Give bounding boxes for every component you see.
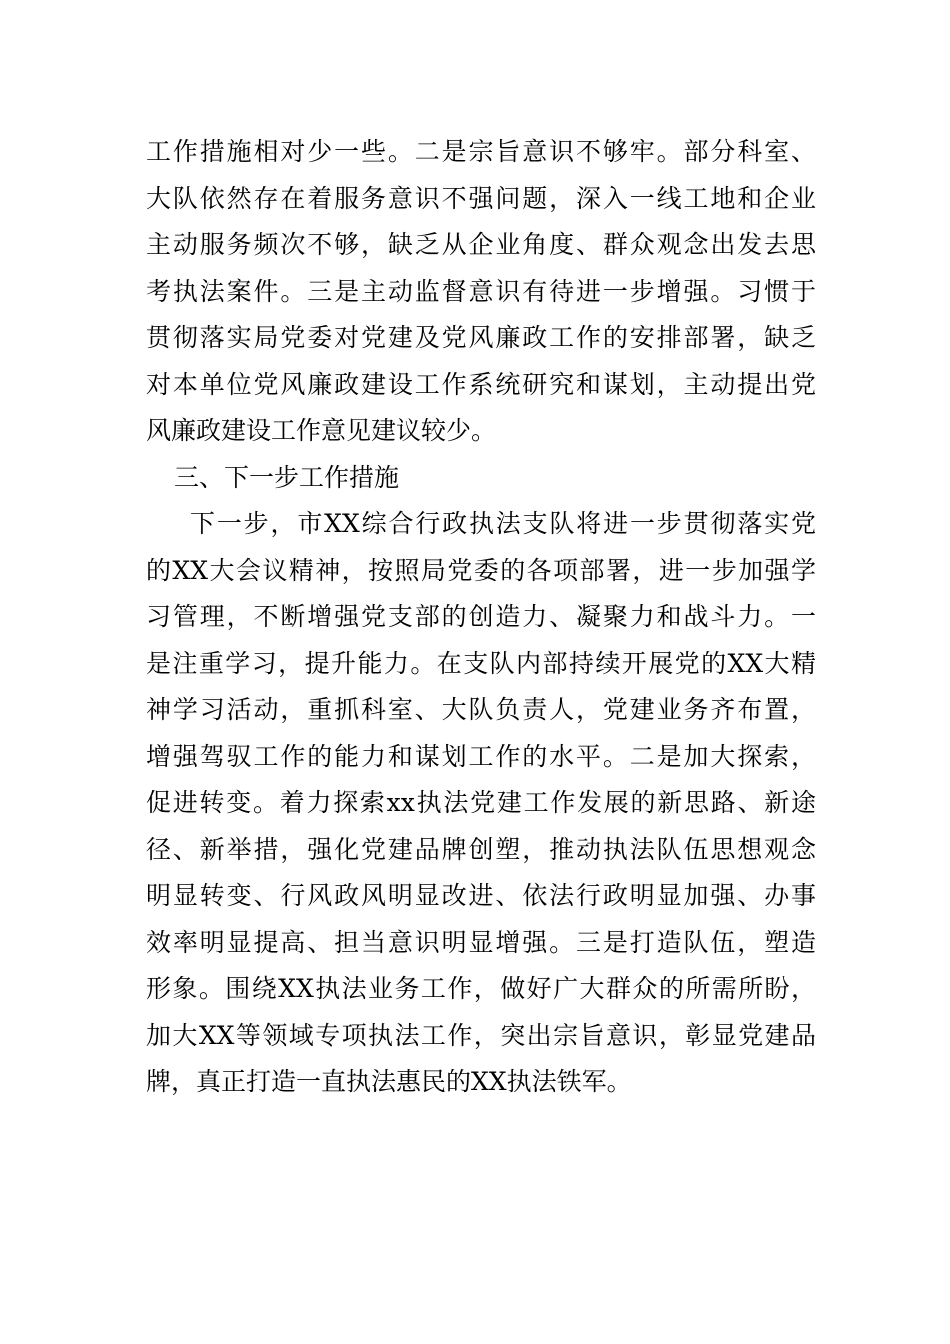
text-line: 大队依然存在着服务意识不强问题，深入一线工地和企业 — [146, 183, 816, 213]
text-line: 考执法案件。三是主动监督意识有待进一步增强。习惯于 — [146, 276, 816, 306]
text-line: 风廉政建设工作意见建议较少。 — [146, 416, 497, 445]
section-heading: 三、下一步工作措施 — [174, 462, 400, 492]
text-line: 工作措施相对少一些。二是宗旨意识不够牢。部分科室、 — [146, 137, 816, 166]
text-line: 神学习活动，重抓科室、大队负责人，党建业务齐布置， — [146, 695, 816, 724]
text-line: 是注重学习，提升能力。在支队内部持续开展党的XX大精 — [146, 648, 816, 678]
text-line: 下一步，市XX综合行政执法支队将进一步贯彻落实党 — [190, 509, 816, 538]
text-line: 促进转变。着力探索xx执法党建工作发展的新思路、新途 — [146, 788, 816, 817]
text-line: 增强驾驭工作的能力和谋划工作的水平。二是加大探索， — [146, 741, 816, 771]
text-line: 牌，真正打造一直执法惠民的XX执法铁军。 — [146, 1067, 632, 1096]
text-line: 贯彻落实局党委对党建及党风廉政工作的安排部署，缺乏 — [146, 323, 816, 352]
document-body — [146, 129, 816, 1106]
text-line: 主动服务频次不够，缺乏从企业角度、群众观念出发去思 — [146, 230, 816, 259]
text-line: 对本单位党风廉政建设工作系统研究和谋划，主动提出党 — [146, 369, 816, 399]
text-line: 的XX大会议精神，按照局党委的各项部署，进一步加强学 — [146, 555, 816, 585]
text-line: 效率明显提高、担当意识明显增强。三是打造队伍，塑造 — [146, 927, 816, 957]
text-line: 形象。围绕XX执法业务工作，做好广大群众的所需所盼， — [146, 974, 816, 1003]
text-line: 径、新举措，强化党建品牌创塑，推动执法队伍思想观念 — [146, 834, 816, 864]
text-line: 加大XX等领域专项执法工作，突出宗旨意识，彰显党建品 — [146, 1020, 816, 1050]
text-line: 习管理，不断增强党支部的创造力、凝聚力和战斗力。一 — [146, 602, 816, 631]
text-line: 明显转变、行风政风明显改进、依法行政明显加强、办事 — [146, 881, 816, 910]
